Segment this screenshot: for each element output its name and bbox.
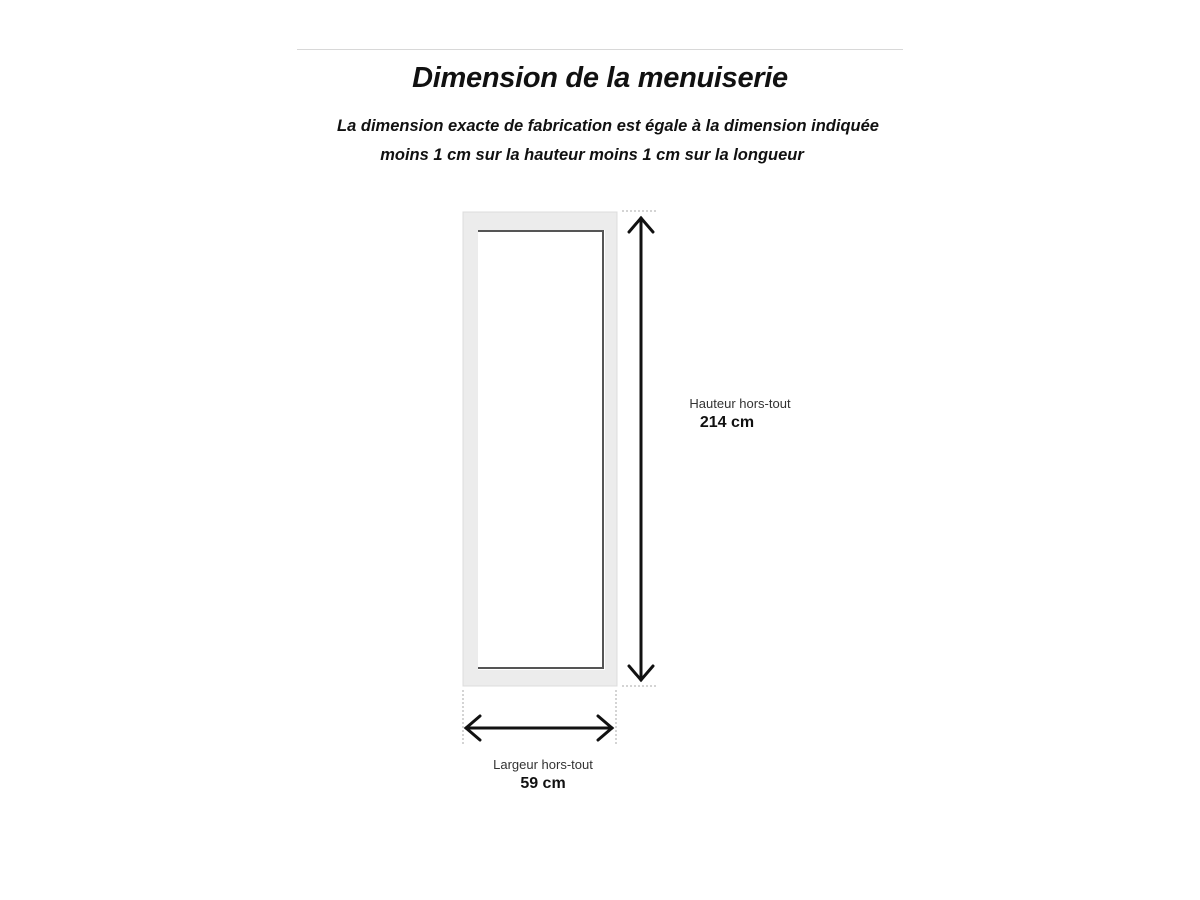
height-value: 214 cm [699, 414, 755, 431]
window-frame [463, 212, 617, 686]
width-arrow-icon [466, 716, 612, 740]
width-value: 59 cm [520, 775, 566, 792]
height-arrow-icon [629, 218, 653, 680]
subtitle-line-1: La dimension exacte de fabrication est égale à la dimension indiquée [337, 117, 879, 135]
width-dimension-guides [463, 690, 616, 744]
subtitle-line-2: moins 1 cm sur la hauteur moins 1 cm sur la longueur [380, 146, 804, 164]
page-title: Dimension de la menuiserie [412, 62, 788, 94]
width-label: Largeur hors-tout [493, 757, 593, 772]
height-label: Hauteur hors-tout [689, 396, 791, 411]
